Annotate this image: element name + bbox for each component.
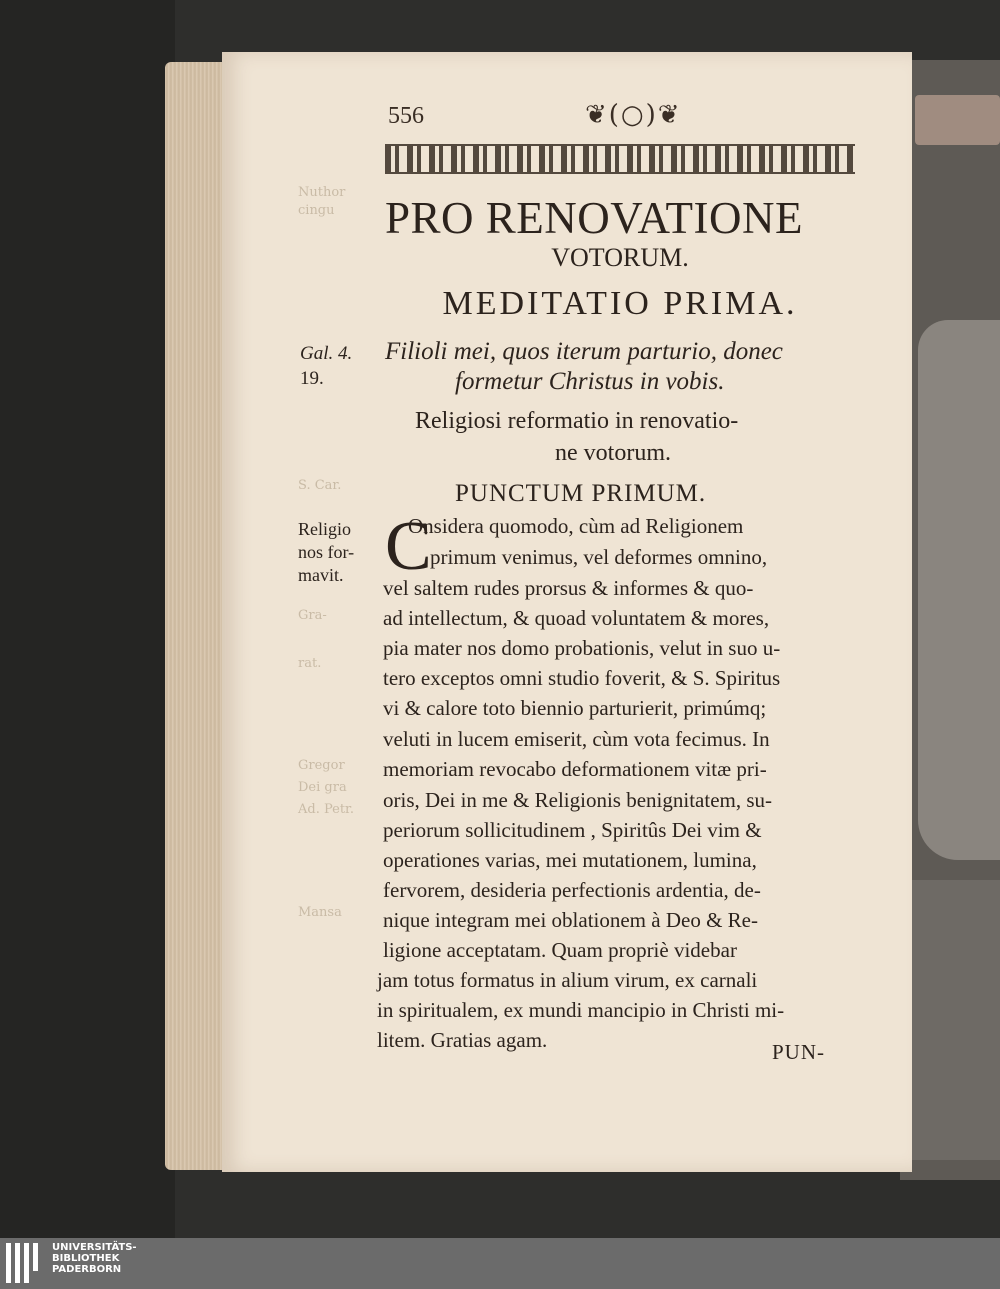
page-subtitle (0, 243, 1000, 273)
bleed-through-text: Gra- (298, 608, 327, 623)
body-line: jam totus formatus in alium virum, ex carnali (377, 968, 758, 992)
library-name-line: PADERBORN (52, 1264, 122, 1275)
background-left (0, 0, 175, 1238)
library-name-line: UNIVERSITÄTS- (52, 1242, 137, 1253)
body-line: operationes varias, mei mutationem, lumina, (383, 848, 757, 872)
fleuron-ornament: ❦(○)❦ (585, 100, 682, 130)
meditatio-heading (0, 285, 1000, 323)
bleed-through-text: Dei gra (298, 780, 347, 795)
body-line: pia mater nos domo probationis, velut in suo u- (383, 636, 781, 660)
bleed-through-text: Ad. Petr. (298, 802, 354, 817)
catchword: PUN- (772, 1040, 826, 1064)
margin-note-religio: mavit. (298, 565, 344, 585)
body-line: fervorem, desideria perfectionis ardentia, de- (383, 878, 761, 902)
body-line: vi & calore toto biennio parturierit, primúmq; (383, 696, 767, 720)
margin-note-verse: 19. (300, 368, 324, 389)
body-line: ad intellectum, & quoad voluntatem & mores, (383, 606, 770, 630)
body-line: in spiritualem, ex mundi mancipio in Christi mi- (377, 998, 785, 1022)
margin-note-religio: nos for- (298, 542, 355, 562)
library-name-line: BIBLIOTHEK (52, 1253, 120, 1264)
bleed-through-text: Mansa (298, 905, 342, 920)
body-line: oris, Dei in me & Religionis benignitatem, su- (383, 788, 773, 812)
margin-note-gal: Gal. 4. (300, 343, 353, 364)
meditatio-text: MEDITATIO PRIMA. (442, 285, 798, 322)
cover-worn-patch-lower (910, 880, 1000, 1160)
section-heading-line: ne votorum. (555, 440, 671, 466)
bleed-through-text: Nuthor (298, 185, 346, 200)
body-line: memoriam revocabo deformationem vitæ pri- (383, 757, 767, 781)
body-line: veluti in lucem emiserit, cùm vota fecimus. In (383, 727, 770, 751)
book-strap (915, 95, 1000, 145)
page-title: PRO RENOVATIONE (385, 193, 803, 243)
scripture-quote-line: formetur Christus in vobis. (455, 368, 725, 395)
page-edges (165, 62, 225, 1170)
body-line: periorum sollicitudinem , Spiritûs Dei vim & (383, 818, 762, 842)
library-name (52, 1242, 137, 1275)
bleed-through-text: cingu (298, 203, 335, 218)
bleed-through-text: Gregor (298, 758, 345, 773)
body-line: primum venimus, vel deformes omnino, (430, 545, 768, 569)
body-line: vel saltem rudes prorsus & informes & quo- (383, 576, 754, 600)
body-line: ligione acceptatam. Quam propriè videbar (383, 938, 737, 962)
body-line: nique integram mei oblationem à Deo & Re- (383, 908, 758, 932)
punctum-heading: PUNCTUM PRIMUM. (455, 480, 707, 507)
body-line: litem. Gratias agam. (377, 1028, 548, 1052)
margin-note-religio: Religio (298, 519, 351, 539)
subtitle-text: VOTORUM. (551, 243, 689, 272)
body-line: tero exceptos omni studio foverit, & S. Spiritus (383, 666, 781, 690)
drop-cap: C (385, 508, 432, 585)
bleed-through-text: rat. (298, 656, 322, 671)
bleed-through-text: S. Car. (298, 478, 342, 493)
footer-bar (0, 1238, 1000, 1289)
scripture-quote-line: Filioli mei, quos iterum parturio, donec (385, 338, 783, 365)
body-line: Onsidera quomodo, cùm ad Religionem (408, 514, 744, 538)
section-heading-line: Religiosi reformatio in renovatio- (415, 408, 739, 434)
page-number: 556 (388, 103, 424, 129)
library-logo-icon (6, 1243, 44, 1283)
ornamental-border (385, 144, 855, 174)
cover-worn-patch (918, 320, 1000, 860)
